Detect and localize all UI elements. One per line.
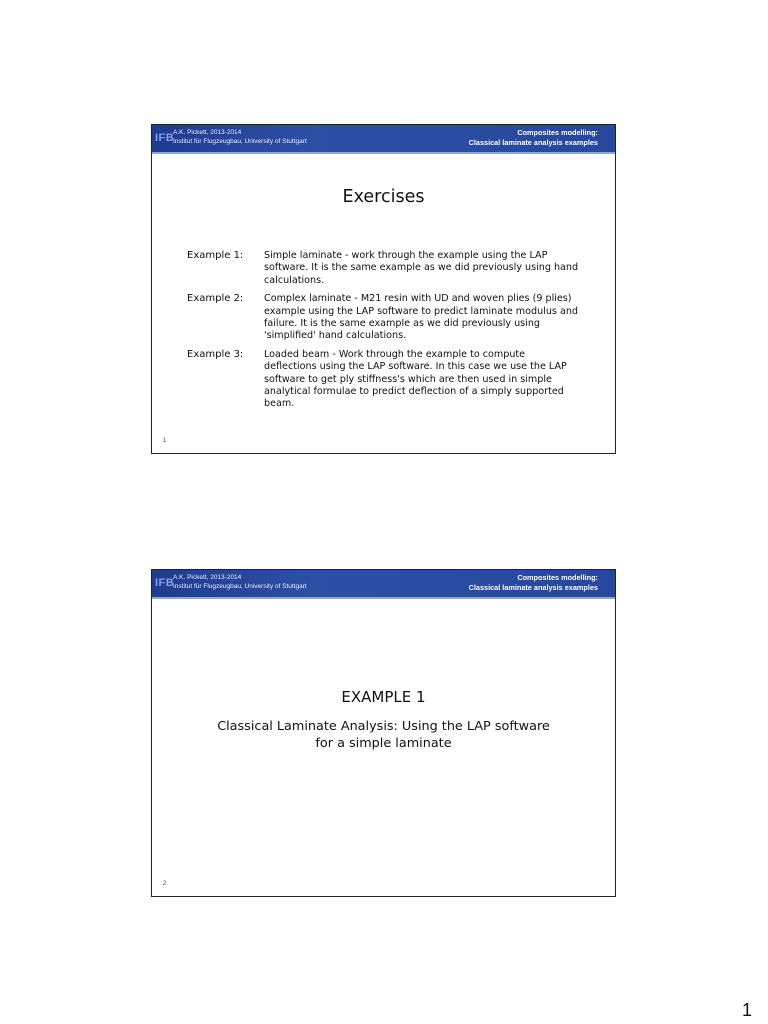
exercise-label: Example 3: [187,348,244,360]
ifb-logo: IFB [155,132,175,144]
slide-1 [151,124,616,454]
exercise-description: Loaded beam - Work through the example to compute deflections using the LAP software. In this case we use the LAP software to get ply stiffness's which are then used in simple analytical formulae to predict deflection of a simply supported beam. [264,348,567,410]
slide-header [152,125,615,152]
header-course-title: Composites modelling: [517,573,598,582]
exercise-item [187,349,587,411]
slide-title: Exercises [342,187,425,207]
ifb-logo: IFB [155,577,175,589]
exercise-description: Simple laminate - work through the example using the LAP software. It is the same example as we did previously using hand calculations. [264,250,579,286]
slide-number: 1 [163,438,167,444]
example-title: EXAMPLE 1 [341,688,426,706]
slide-header [152,570,615,597]
slide-number: 2 [163,881,167,887]
header-institute: Institut für Flugzeugbau, University of Stuttgart [173,138,307,145]
exercise-list [187,250,587,417]
header-course-title: Composites modelling: [517,128,598,137]
header-author: A.K. Pickett, 2013-2014 [173,574,242,581]
header-course-block [469,573,598,592]
header-author-block [173,573,307,591]
exercise-item [187,250,587,287]
example-subtitle: Classical Laminate Analysis: Using the LAP software for a simple laminate [217,719,550,751]
header-course-subtitle: Classical laminate analysis examples [468,582,598,592]
header-course-subtitle: Classical laminate analysis examples [468,137,598,147]
exercise-label: Example 1: [187,250,244,261]
page-number: 1 [742,1000,753,1020]
exercise-label: Example 2: [187,293,244,305]
header-course-block [469,128,598,147]
slide-2 [151,569,616,897]
exercise-description: Complex laminate - M21 resin with UD and woven plies (9 plies) example using the LAP software to predict laminate modulus and failure. It is the same example as we did previously using 'simplified' hand calculations. [264,293,579,342]
header-institute: Institut für Flugzeugbau, University of Stuttgart [173,583,307,590]
exercise-item [187,293,587,343]
header-author: A.K. Pickett, 2013-2014 [173,129,242,136]
header-author-block [173,128,307,146]
